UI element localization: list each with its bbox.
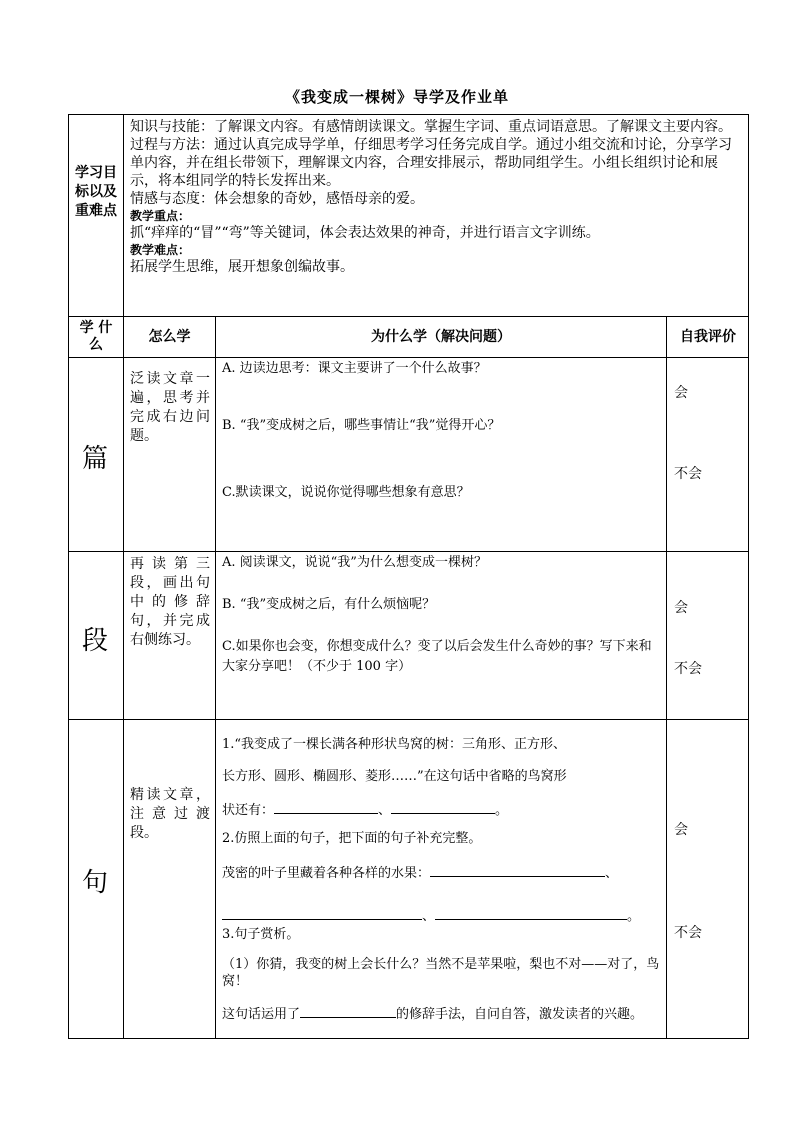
question-c: C.如果你也会变，你想变成什么？变了以后会发生什么奇妙的事？写下来和大家分享吧！（不少于 100 字） xyxy=(222,639,652,674)
column-divider xyxy=(215,316,216,1039)
eval-no: 不会 xyxy=(674,466,702,482)
key-point-label: 教学重点： xyxy=(130,209,191,223)
document-title: 《我变成一棵树》导学及作业单 xyxy=(284,88,509,106)
sentence-q2-line xyxy=(222,862,618,884)
header-eval: 自我评价 xyxy=(680,329,736,345)
difficult-point-text: 拓展学生思维，展开想象创编故事。 xyxy=(130,259,354,275)
period: 。 xyxy=(627,909,641,924)
row-divider xyxy=(68,719,749,720)
row-divider xyxy=(68,316,749,317)
column-divider xyxy=(666,316,667,1039)
column-divider xyxy=(123,114,124,1039)
sentence-q2-line2 xyxy=(222,905,640,927)
row-divider xyxy=(68,357,749,358)
answer-blank[interactable] xyxy=(274,799,378,814)
eval-yes: 会 xyxy=(674,822,688,838)
section-label-pian: 篇 xyxy=(81,444,108,474)
goal-process: 过程与方法：通过认真完成导学单，仔细思考学习任务完成自学。通过小组交流和讨论，分享学习单内容，并在组长带领下，理解课文内容，合理安排展示，帮助同组学生。小组长组织讨论和展示，将本组同学的特长发挥出来。 xyxy=(130,137,732,189)
sentence-q1-line1: 1.“我变成了一棵长满各种形状鸟窝的树：三角形、正方形、 xyxy=(222,737,567,752)
eval-no: 不会 xyxy=(674,661,702,677)
separator: 、 xyxy=(378,803,392,818)
header-why: 为什么学（解决问题） xyxy=(371,329,511,345)
sentence-q1-line2: 长方形、圆形、椭圆形、菱形……”在这句话中省略的鸟窝形 xyxy=(222,769,567,784)
difficult-point-label: 教学难点： xyxy=(130,243,191,257)
question-c: C.默读课文，说说你觉得哪些想象有意思？ xyxy=(222,485,470,500)
q2-prefix: 茂密的叶子里藏着各种各样的水果： xyxy=(222,866,431,881)
question-a: A. 阅读课文，说说“我”为什么想变成一棵树？ xyxy=(222,555,487,570)
section-how-pian: 泛读文章一遍，思考并完成右边问题。 xyxy=(130,371,210,444)
q1-prefix: 状还有： xyxy=(222,803,275,818)
row-divider xyxy=(68,551,749,552)
separator: 、 xyxy=(422,909,436,924)
eval-no: 不会 xyxy=(674,925,702,941)
question-b: B. “我”变成树之后，有什么烦恼呢？ xyxy=(222,597,436,612)
period: 。 xyxy=(495,803,509,818)
question-a: A. 边读边思考：课文主要讲了一个什么故事？ xyxy=(222,361,487,376)
goals-label: 学习目标以及重难点 xyxy=(75,165,117,219)
sentence-q3-quote: （1）你猜，我变的树上会长什么？当然不是苹果啦，梨也不对——对了，鸟窝！ xyxy=(222,957,660,989)
answer-blank[interactable] xyxy=(435,905,627,920)
key-point-text: 抓“痒痒的“冒”“弯”等关键词，体会表达效果的神奇，并进行语言文字训练。 xyxy=(130,225,600,241)
sentence-q3-fill xyxy=(222,1003,660,1023)
goal-knowledge: 知识与技能：了解课文内容。有感情朗读课文。掌握生字词、重点词语意思。了解课文主要内容。 xyxy=(130,119,732,135)
eval-yes: 会 xyxy=(674,385,688,401)
question-b: B. “我”变成树之后，哪些事情让“我”觉得开心？ xyxy=(222,418,501,433)
q3-fill-prefix: 这句话运用了 xyxy=(222,1007,301,1022)
section-label-duan: 段 xyxy=(81,626,108,656)
sentence-q2: 2.仿照上面的句子，把下面的句子补充完整。 xyxy=(222,831,482,846)
goals-content xyxy=(130,118,742,276)
header-what: 学 什 么 xyxy=(79,320,113,353)
answer-blank[interactable] xyxy=(300,1003,396,1018)
sentence-q1-line3 xyxy=(222,799,508,821)
header-how: 怎么学 xyxy=(148,329,191,345)
sentence-q3: 3.句子赏析。 xyxy=(222,927,300,942)
separator: 、 xyxy=(605,866,619,881)
answer-blank[interactable] xyxy=(430,862,605,877)
section-label-ju: 句 xyxy=(81,868,108,898)
answer-blank[interactable] xyxy=(222,905,422,920)
section-how-ju: 精读文章，注意过渡段。 xyxy=(130,787,210,841)
goal-emotion: 情感与态度：体会想象的奇妙，感悟母亲的爱。 xyxy=(130,191,424,207)
q3-fill-suffix: 的修辞手法，自问自答，激发读者的兴趣。 xyxy=(396,1007,644,1022)
eval-yes: 会 xyxy=(674,600,688,616)
section-how-duan: 再读第三段，画出句中的修辞句，并完成右侧练习。 xyxy=(130,556,210,648)
answer-blank[interactable] xyxy=(391,799,495,814)
